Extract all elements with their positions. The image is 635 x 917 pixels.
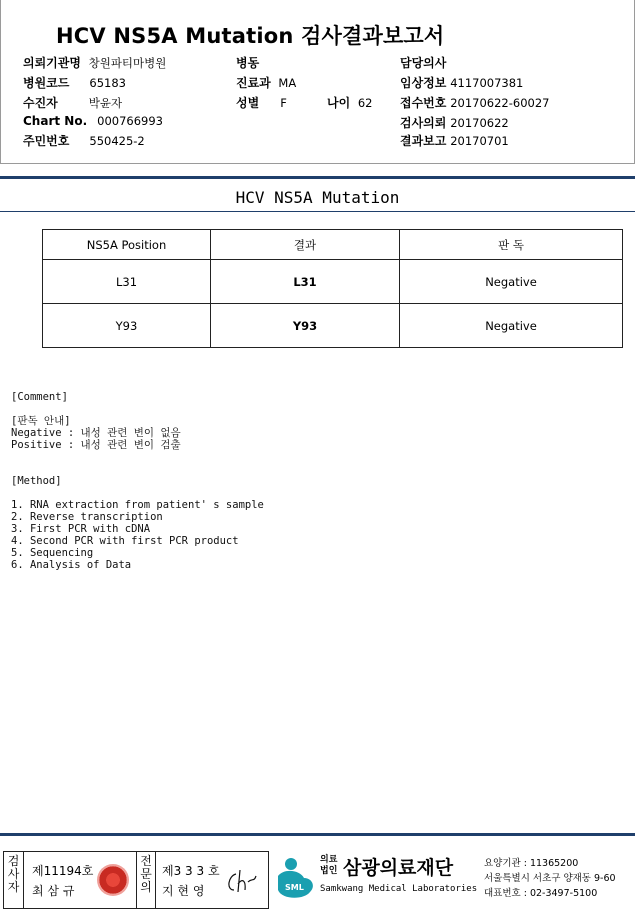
specialist-char: 의 — [140, 880, 152, 894]
col-header-position: NS5A Position — [43, 230, 211, 260]
results-header-row — [43, 230, 623, 260]
examiner-name: 최 삼 규 — [32, 884, 75, 898]
dept-label: 진료과 — [236, 76, 271, 90]
cell-position: Y93 — [43, 304, 211, 348]
resident-label: 주민번호 — [23, 134, 70, 148]
clinical-value: 4117007381 — [450, 76, 524, 90]
chart-row — [23, 114, 163, 128]
method-heading: [Method] — [11, 475, 62, 487]
org-name: 삼광의료재단 — [343, 857, 454, 879]
org-phone: 대표번호 : 02-3497-5100 — [484, 888, 598, 899]
sex-row — [236, 94, 287, 111]
chart-label: Chart No. — [23, 114, 88, 128]
method-step: 3. First PCR with cDNA — [11, 523, 151, 535]
request-value: 20170622 — [450, 116, 509, 130]
cell-position: L31 — [43, 260, 211, 304]
recipient-value: 박윤자 — [88, 96, 123, 110]
method-step: 2. Reverse transcription — [11, 511, 163, 523]
sml-logo-icon — [274, 856, 316, 902]
method-step: 5. Sequencing — [11, 547, 94, 559]
col-header-interpretation: 판 독 — [400, 230, 623, 260]
institution-row — [23, 54, 166, 71]
recipient-row — [23, 94, 122, 111]
guide-line: Negative : 내성 관련 변이 없음 — [11, 427, 181, 439]
age-value: 62 — [357, 96, 373, 110]
org-english-name: Samkwang Medical Laboratories — [320, 884, 478, 894]
guide-heading: [판독 안내] — [11, 415, 71, 427]
cell-interpretation: Negative — [400, 304, 623, 348]
hospital-code-value: 65183 — [89, 76, 126, 90]
report-date-row — [400, 132, 509, 149]
org-type-line2: 법인 — [320, 866, 338, 876]
examiner-seal-icon — [97, 864, 129, 896]
cell-result: L31 — [211, 260, 400, 304]
hospital-code-row — [23, 74, 126, 91]
clinical-row — [400, 74, 523, 91]
cell-result: Y93 — [211, 304, 400, 348]
divider-section — [0, 211, 635, 212]
receipt-label: 접수번호 — [400, 96, 447, 110]
age-label: 나이 — [327, 96, 351, 110]
institution-value: 창원파티마병원 — [88, 56, 167, 70]
resident-row — [23, 132, 145, 149]
sex-value: F — [280, 96, 287, 110]
col-header-result: 결과 — [211, 230, 400, 260]
org-contact — [484, 856, 616, 901]
section-title: HCV NS5A Mutation — [235, 188, 400, 207]
recipient-label: 수진자 — [23, 96, 58, 110]
results-table — [42, 229, 623, 348]
footer-divider — [0, 833, 635, 836]
receipt-row — [400, 94, 549, 111]
examiner-vertical-label — [4, 852, 24, 908]
org-address: 서울특별시 서초구 양재동 9-60 — [484, 873, 616, 884]
ward-row — [236, 54, 259, 71]
logo-text: SML — [285, 883, 304, 892]
guide-line: Positive : 내성 관련 변이 검출 — [11, 439, 181, 451]
method-step: 4. Second PCR with first PCR product — [11, 535, 239, 547]
dept-value: MA — [278, 76, 297, 90]
comment-heading: [Comment] — [11, 391, 68, 403]
resident-value: 550425-2 — [89, 134, 145, 148]
table-row — [43, 260, 623, 304]
examiner-license-no: 제11194호 — [32, 864, 94, 878]
divider-top — [0, 176, 635, 179]
method-step: 1. RNA extraction from patient' s sample — [11, 499, 264, 511]
hospital-code-label: 병원코드 — [23, 76, 70, 90]
specialist-signature-icon — [222, 866, 262, 896]
request-label: 검사의뢰 — [400, 116, 447, 130]
request-row — [400, 114, 509, 131]
examiner-char: 검 — [7, 854, 20, 868]
specialist-vertical-label — [136, 852, 156, 908]
org-code: 요양기관 : 11365200 — [484, 858, 579, 869]
specialist-char: 전 — [140, 854, 152, 868]
sex-label: 성별 — [236, 96, 260, 110]
specialist-license-no: 제3 3 3 호 — [162, 864, 220, 878]
ward-label: 병동 — [236, 56, 260, 70]
chart-value: 000766993 — [97, 114, 163, 128]
institution-label: 의뢰기관명 — [23, 56, 81, 70]
report-title: HCV NS5A Mutation 검사결과보고서 — [56, 24, 445, 48]
examiner-char: 자 — [7, 880, 20, 894]
method-step: 6. Analysis of Data — [11, 559, 132, 571]
doctor-label: 담당의사 — [400, 56, 447, 70]
report-date-value: 20170701 — [450, 134, 509, 148]
table-row — [43, 304, 623, 348]
org-type-line1: 의료 — [320, 855, 338, 865]
signature-box — [3, 851, 269, 909]
clinical-label: 임상정보 — [400, 76, 447, 90]
report-date-label: 결과보고 — [400, 134, 447, 148]
cell-interpretation: Negative — [400, 260, 623, 304]
examiner-char: 사 — [7, 867, 20, 881]
specialist-char: 문 — [140, 867, 152, 881]
age-row — [327, 94, 372, 111]
receipt-value: 20170622-60027 — [450, 96, 550, 110]
doctor-row — [400, 54, 446, 71]
specialist-name: 지 현 영 — [162, 884, 205, 898]
dept-row — [236, 74, 296, 91]
